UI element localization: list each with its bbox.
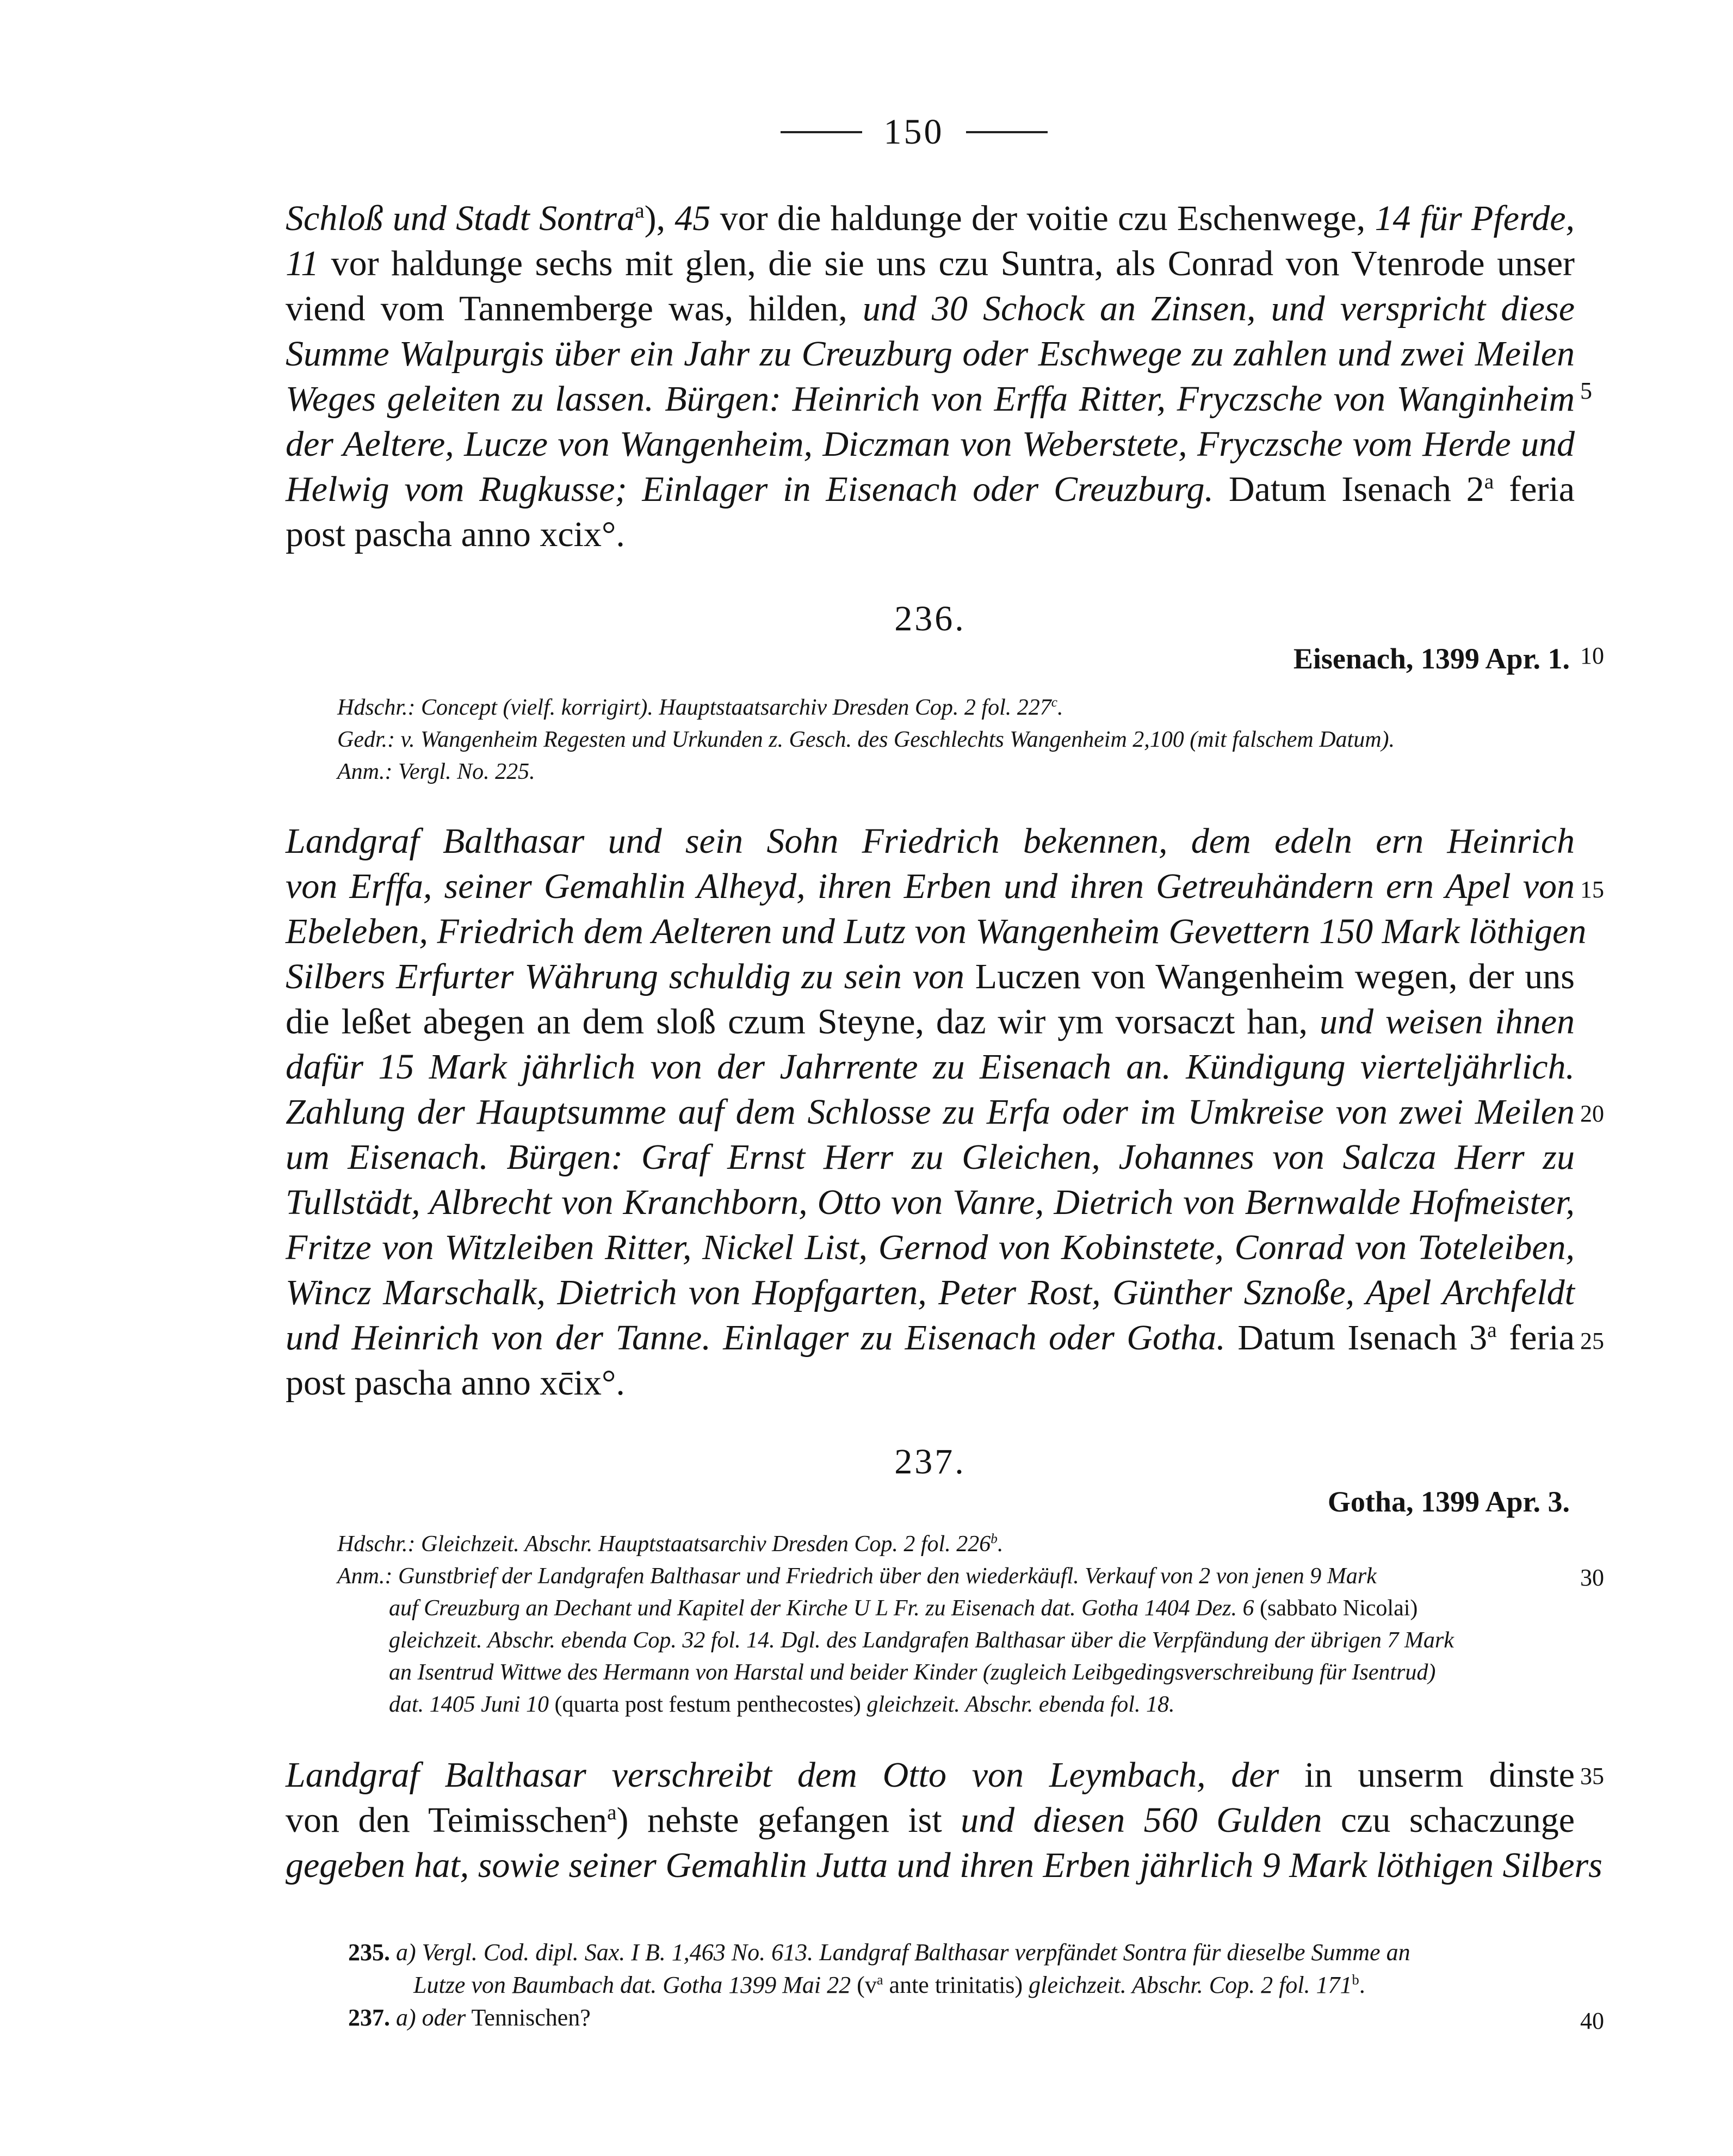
- text-line: [286, 1089, 1575, 1135]
- superscript: a: [876, 1971, 883, 1988]
- text-line: [286, 1752, 1575, 1798]
- text-line: [337, 1689, 1580, 1721]
- text-line: [286, 422, 1575, 467]
- text-line: [286, 1180, 1575, 1225]
- superscript: c: [1051, 695, 1057, 710]
- text-run: dafür 15 Mark jährlich von der Jahrrente zu Eisenach an. Kündigung vierteljährlich.: [286, 1047, 1575, 1087]
- document-number-237: 237.: [894, 1442, 966, 1482]
- text-run: auf Creuzburg an Dechant und Kapitel der Kirche U L Fr. zu Eisenach dat. Gotha 1404 Dez. 6: [389, 1596, 1260, 1621]
- text-run: vor die haldunge der voitie czu Eschenwege,: [710, 199, 1375, 238]
- text-line: [348, 1969, 1583, 2002]
- text-run: Landgraf Balthasar verschreibt dem Otto von Leymbach, der: [286, 1755, 1279, 1795]
- text-run: Tennischen?: [466, 2004, 591, 2031]
- text-run: der Aeltere, Lucze von Wangenheim, Diczman von Weberstete, Fryczsche vom Herde und: [286, 424, 1575, 464]
- text-run: Datum Isenach 2: [1213, 469, 1484, 509]
- text-run: Hdschr.: Gleichzeit. Abschr. Hauptstaatsarchiv Dresden Cop. 2 fol. 226: [337, 1532, 991, 1557]
- text-run: Ebeleben, Friedrich dem Aelteren und Lutz von Wangenheim Gevettern 150 Mark löthigen: [286, 912, 1587, 951]
- document-number-236: 236.: [894, 599, 966, 639]
- text-line: [337, 692, 1580, 724]
- superscript: b: [991, 1532, 998, 1546]
- text-line: [286, 999, 1575, 1044]
- text-line: [286, 864, 1575, 909]
- text-run: .: [997, 1532, 1004, 1557]
- text-run: feria: [1496, 1318, 1575, 1358]
- text-run: a) oder: [390, 2004, 466, 2031]
- margin-line-number: 25: [1580, 1328, 1604, 1354]
- text-run: Anm.: Vergl. No. 225.: [337, 759, 535, 784]
- text-run: Weges geleiten zu lassen. Bürgen: Heinrich von Erffa Ritter, Fryczsche von Wanginheim: [286, 379, 1575, 419]
- text-run: Schloß und Stadt Sontra: [286, 199, 635, 238]
- text-run: (sabbato Nicolai): [1259, 1596, 1418, 1621]
- superscript: b: [1352, 1971, 1359, 1988]
- text-run: Zahlung der Hauptsumme auf dem Schlosse zu Erfa oder im Umkreise von zwei Meilen: [286, 1092, 1575, 1132]
- text-run: gegeben hat, sowie seiner Gemahlin Jutta und ihren Erben jährlich 9 Mark löthigen Silbers: [286, 1845, 1602, 1885]
- footnotes: [348, 1936, 1583, 2034]
- text-run: Anm.: Gunstbrief der Landgrafen Balthasar und Friedrich über den wiederkäufl. Verkauf von 2 von jenen 9 Mark: [337, 1564, 1377, 1589]
- text-line: [286, 1843, 1602, 1888]
- text-run: Hdschr.: Concept (vielf. korrigirt). Hauptstaatsarchiv Dresden Cop. 2 fol. 227: [337, 695, 1051, 720]
- text-line: [337, 1625, 1580, 1657]
- text-run: (quarta post festum penthecostes): [554, 1692, 861, 1717]
- page-number: 150: [883, 112, 944, 152]
- superscript: a: [635, 199, 645, 222]
- text-run: und weisen ihnen: [1319, 1002, 1575, 1042]
- text-run: .: [1057, 695, 1063, 720]
- text-line: [286, 1135, 1575, 1180]
- text-run: dat. 1405 Juni 10: [389, 1692, 555, 1717]
- text-run: gleichzeit. Abschr. ebenda fol. 18.: [861, 1692, 1175, 1717]
- text-line: [348, 1936, 1583, 1969]
- text-line: [286, 1044, 1575, 1089]
- text-run: Wincz Marschalk, Dietrich von Hopfgarten, Peter Rost, Günther Sznoße, Apel Archfeldt: [286, 1273, 1575, 1312]
- text-run: Landgraf Balthasar und sein Sohn Friedrich bekennen, dem edeln ern Heinrich: [286, 821, 1575, 861]
- text-run: Gedr.: v. Wangenheim Regesten und Urkunden z. Gesch. des Geschlechts Wangenheim 2,100 (mit falschem Datum).: [337, 727, 1395, 752]
- continuation-paragraph: [286, 196, 1575, 557]
- text-line: [348, 2002, 1583, 2034]
- text-line: [286, 1360, 1575, 1405]
- text-line: [286, 909, 1587, 954]
- text-run: ) nehste gefangen ist: [616, 1800, 961, 1840]
- superscript: a: [606, 1800, 617, 1824]
- text-run: von den Teimisschen: [286, 1800, 607, 1840]
- text-run: 14 für Pferde,: [1375, 199, 1575, 238]
- text-line: [337, 756, 1580, 788]
- text-line: [286, 1225, 1575, 1270]
- text-run: in unserm dinste: [1279, 1755, 1575, 1795]
- text-line: [286, 241, 1575, 286]
- text-run: Tullstädt, Albrecht von Kranchborn, Otto von Vanre, Dietrich von Bernwalde Hofmeister,: [286, 1182, 1575, 1222]
- margin-line-number: 10: [1580, 642, 1604, 669]
- text-line: [337, 1528, 1580, 1560]
- text-run: Datum Isenach 3: [1225, 1318, 1488, 1358]
- margin-line-number: 40: [1580, 2008, 1604, 2034]
- margin-line-number: 35: [1580, 1763, 1604, 1789]
- text-run: 235.: [348, 1939, 390, 1966]
- margin-line-number: 15: [1580, 876, 1604, 903]
- text-run: Luczen von Wangenheim wegen, der uns: [964, 957, 1575, 996]
- text-run: viend vom Tannemberge was, hilden,: [286, 289, 863, 329]
- text-line: [337, 1657, 1580, 1689]
- superscript: a: [1484, 469, 1494, 493]
- text-line: [286, 467, 1575, 512]
- text-run: 45: [674, 199, 711, 238]
- text-run: um Eisenach. Bürgen: Graf Ernst Herr zu Gleichen, Johannes von Salcza Herr zu: [286, 1137, 1575, 1177]
- text-line: [286, 819, 1575, 864]
- text-line: [337, 1593, 1580, 1625]
- text-run: Summe Walpurgis über ein Jahr zu Creuzburg oder Eschwege zu zahlen und zwei Meilen: [286, 334, 1575, 374]
- text-line: [286, 1315, 1575, 1360]
- text-line: [286, 376, 1575, 422]
- text-run: 11: [286, 244, 319, 283]
- text-run: ante trinitatis): [883, 1972, 1023, 1998]
- document-date-237: Gotha, 1399 Apr. 3.: [1327, 1485, 1570, 1518]
- source-notes-237: [337, 1528, 1580, 1721]
- page-header: [751, 111, 1077, 153]
- text-line: [337, 1560, 1580, 1593]
- text-run: Helwig vom Rugkusse; Einlager in Eisenach oder Creuzburg.: [286, 469, 1214, 509]
- text-run: (v: [857, 1972, 877, 1998]
- text-run: a) Vergl. Cod. dipl. Sax. I B. 1,463 No. 613. Landgraf Balthasar verpfändet Sontra für dieselbe Summe an: [390, 1939, 1410, 1966]
- text-run: feria: [1494, 469, 1575, 509]
- text-run: post pascha anno xcix°.: [286, 515, 625, 554]
- text-line: [337, 724, 1580, 756]
- text-line: [286, 331, 1575, 376]
- margin-line-number: 20: [1580, 1100, 1604, 1127]
- text-run: ),: [644, 199, 675, 238]
- text-run: 237.: [348, 2004, 390, 2031]
- margin-line-number: 5: [1580, 377, 1592, 404]
- text-line: [286, 286, 1575, 331]
- text-line: [286, 954, 1575, 999]
- text-line: [286, 1798, 1575, 1843]
- text-line: [286, 196, 1575, 241]
- source-notes-236: [337, 692, 1580, 788]
- text-line: [286, 1270, 1575, 1315]
- text-run: czu schaczunge: [1322, 1800, 1575, 1840]
- text-run: die leßet abegen an dem sloß czum Steyne, daz wir ym vorsaczt han,: [286, 1002, 1320, 1042]
- text-run: gleichzeit. Abschr. Cop. 2 fol. 171: [1023, 1972, 1352, 1998]
- text-line: [286, 512, 1575, 557]
- text-run: .: [1359, 1972, 1365, 1998]
- margin-line-number: 30: [1580, 1564, 1604, 1591]
- text-run: von Erffa, seiner Gemahlin Alheyd, ihren Erben und ihren Getreuhändern ern Apel von: [286, 866, 1575, 906]
- text-run: an Isentrud Wittwe des Hermann von Harstal und beider Kinder (zugleich Leibgedingsverschreibung für Isentrud): [389, 1660, 1436, 1685]
- text-run: gleichzeit. Abschr. ebenda Cop. 32 fol. 14. Dgl. des Landgrafen Balthasar über die Verpfändung der übrigen 7 Mark: [389, 1628, 1454, 1653]
- text-run: und diesen 560 Gulden: [961, 1800, 1322, 1840]
- text-run: post pascha anno xc̄ix°.: [286, 1363, 625, 1403]
- document-date-236: Eisenach, 1399 Apr. 1.: [1293, 642, 1570, 675]
- text-run: und Heinrich von der Tanne. Einlager zu Eisenach oder Gotha.: [286, 1318, 1226, 1358]
- superscript: a: [1487, 1318, 1497, 1342]
- regest-paragraph-236: [286, 819, 1587, 1405]
- header-rule-left: [781, 131, 862, 133]
- header-rule-right: [966, 131, 1048, 133]
- text-run: vor haldunge sechs mit glen, die sie uns czu Suntra, als Conrad von Vtenrode unser: [319, 244, 1575, 283]
- text-run: Lutze von Baumbach dat. Gotha 1399 Mai 22: [413, 1972, 857, 1998]
- text-run: Fritze von Witzleiben Ritter, Nickel List, Gernod von Kobinstete, Conrad von Toteleiben,: [286, 1228, 1575, 1267]
- text-run: Silbers Erfurter Währung schuldig zu sein von: [286, 957, 964, 996]
- text-run: und 30 Schock an Zinsen, und verspricht diese: [862, 289, 1575, 329]
